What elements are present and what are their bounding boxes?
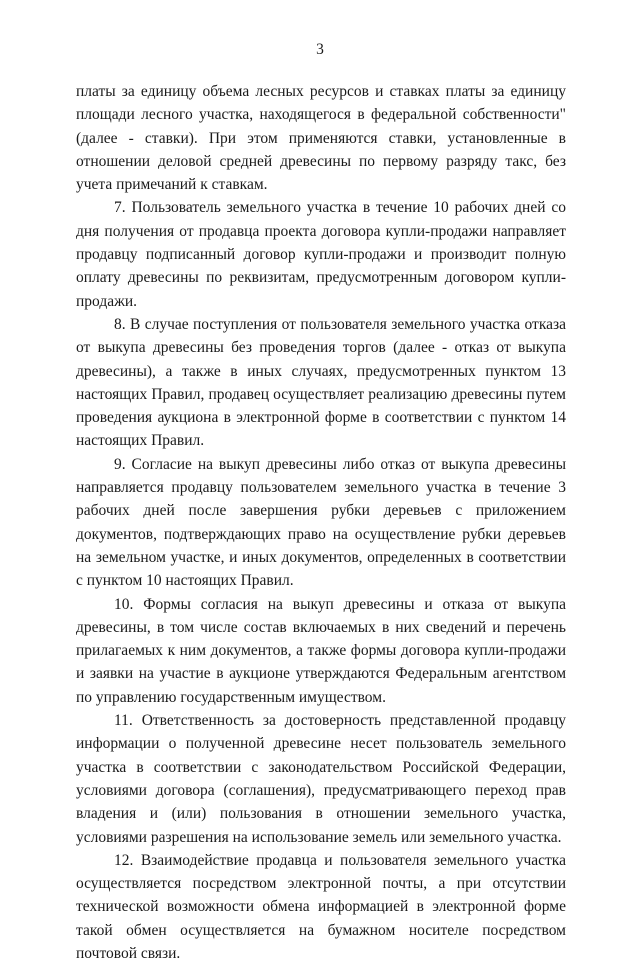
paragraph-7: 7. Пользователь земельного участка в течение 10 рабочих дней со дня получения от продавца проекта договора купли-продажи направляет продавцу подписанный договор купли-продажи и производит полную оплату древесины по реквизитам, предусмотренным договором купли-продажи. [76, 199, 566, 310]
paragraph-11: 11. Ответственность за достоверность представленной продавцу информации о полученной древесине несет пользователь земельного участка в соответствии с законодательством Российской Федерации, условиями договора (соглашения), предусматривающего переход прав владения и (или) пользования в отношении земельного участка, условиями разрешения на использование земель или земельного участка. [76, 712, 566, 846]
paragraph-continuation: платы за единицу объема лесных ресурсов и ставках платы за единицу площади лесного участка, находящегося в федеральной собственности" (далее - ставки). При этом применяются ставки, установленные в отношении деловой средней древесины по первому разряду такс, без учета примечаний к ставкам. [76, 83, 566, 194]
document-body [76, 80, 566, 965]
paragraph-10: 10. Формы согласия на выкуп древесины и отказа от выкупа древесины, в том числе состав включаемых в них сведений и перечень прилагаемых к ним документов, а также формы договора купли-продажи и заявки на участие в аукционе утверждаются Федеральным агентством по управлению государственным имуществом. [76, 595, 566, 706]
paragraph-12: 12. Взаимодействие продавца и пользователя земельного участка осуществляется посредством электронной почты, а при отсутствии технической возможности обмена информацией в электронной форме такой обмен осуществляется на бумажном носителе посредством почтовой связи. [76, 851, 566, 962]
paragraph-9: 9. Согласие на выкуп древесины либо отказ от выкупа древесины направляется продавцу пользователем земельного участка в течение 3 рабочих дней после завершения рубки деревьев с приложением документов, подтверждающих право на осуществление рубки деревьев на земельном участке, и иных документов, определенных в соответствии с пунктом 10 настоящих Правил. [76, 455, 566, 590]
paragraph-8: 8. В случае поступления от пользователя земельного участка отказа от выкупа древесины без проведения торгов (далее - отказ от выкупа древесины), а также в иных случаях, предусмотренных пунктом 13 настоящих Правил, продавец осуществляет реализацию древесины путем проведения аукциона в электронной форме в соответствии с пунктом 14 настоящих Правил. [76, 315, 566, 450]
page-number: 3 [316, 41, 324, 58]
